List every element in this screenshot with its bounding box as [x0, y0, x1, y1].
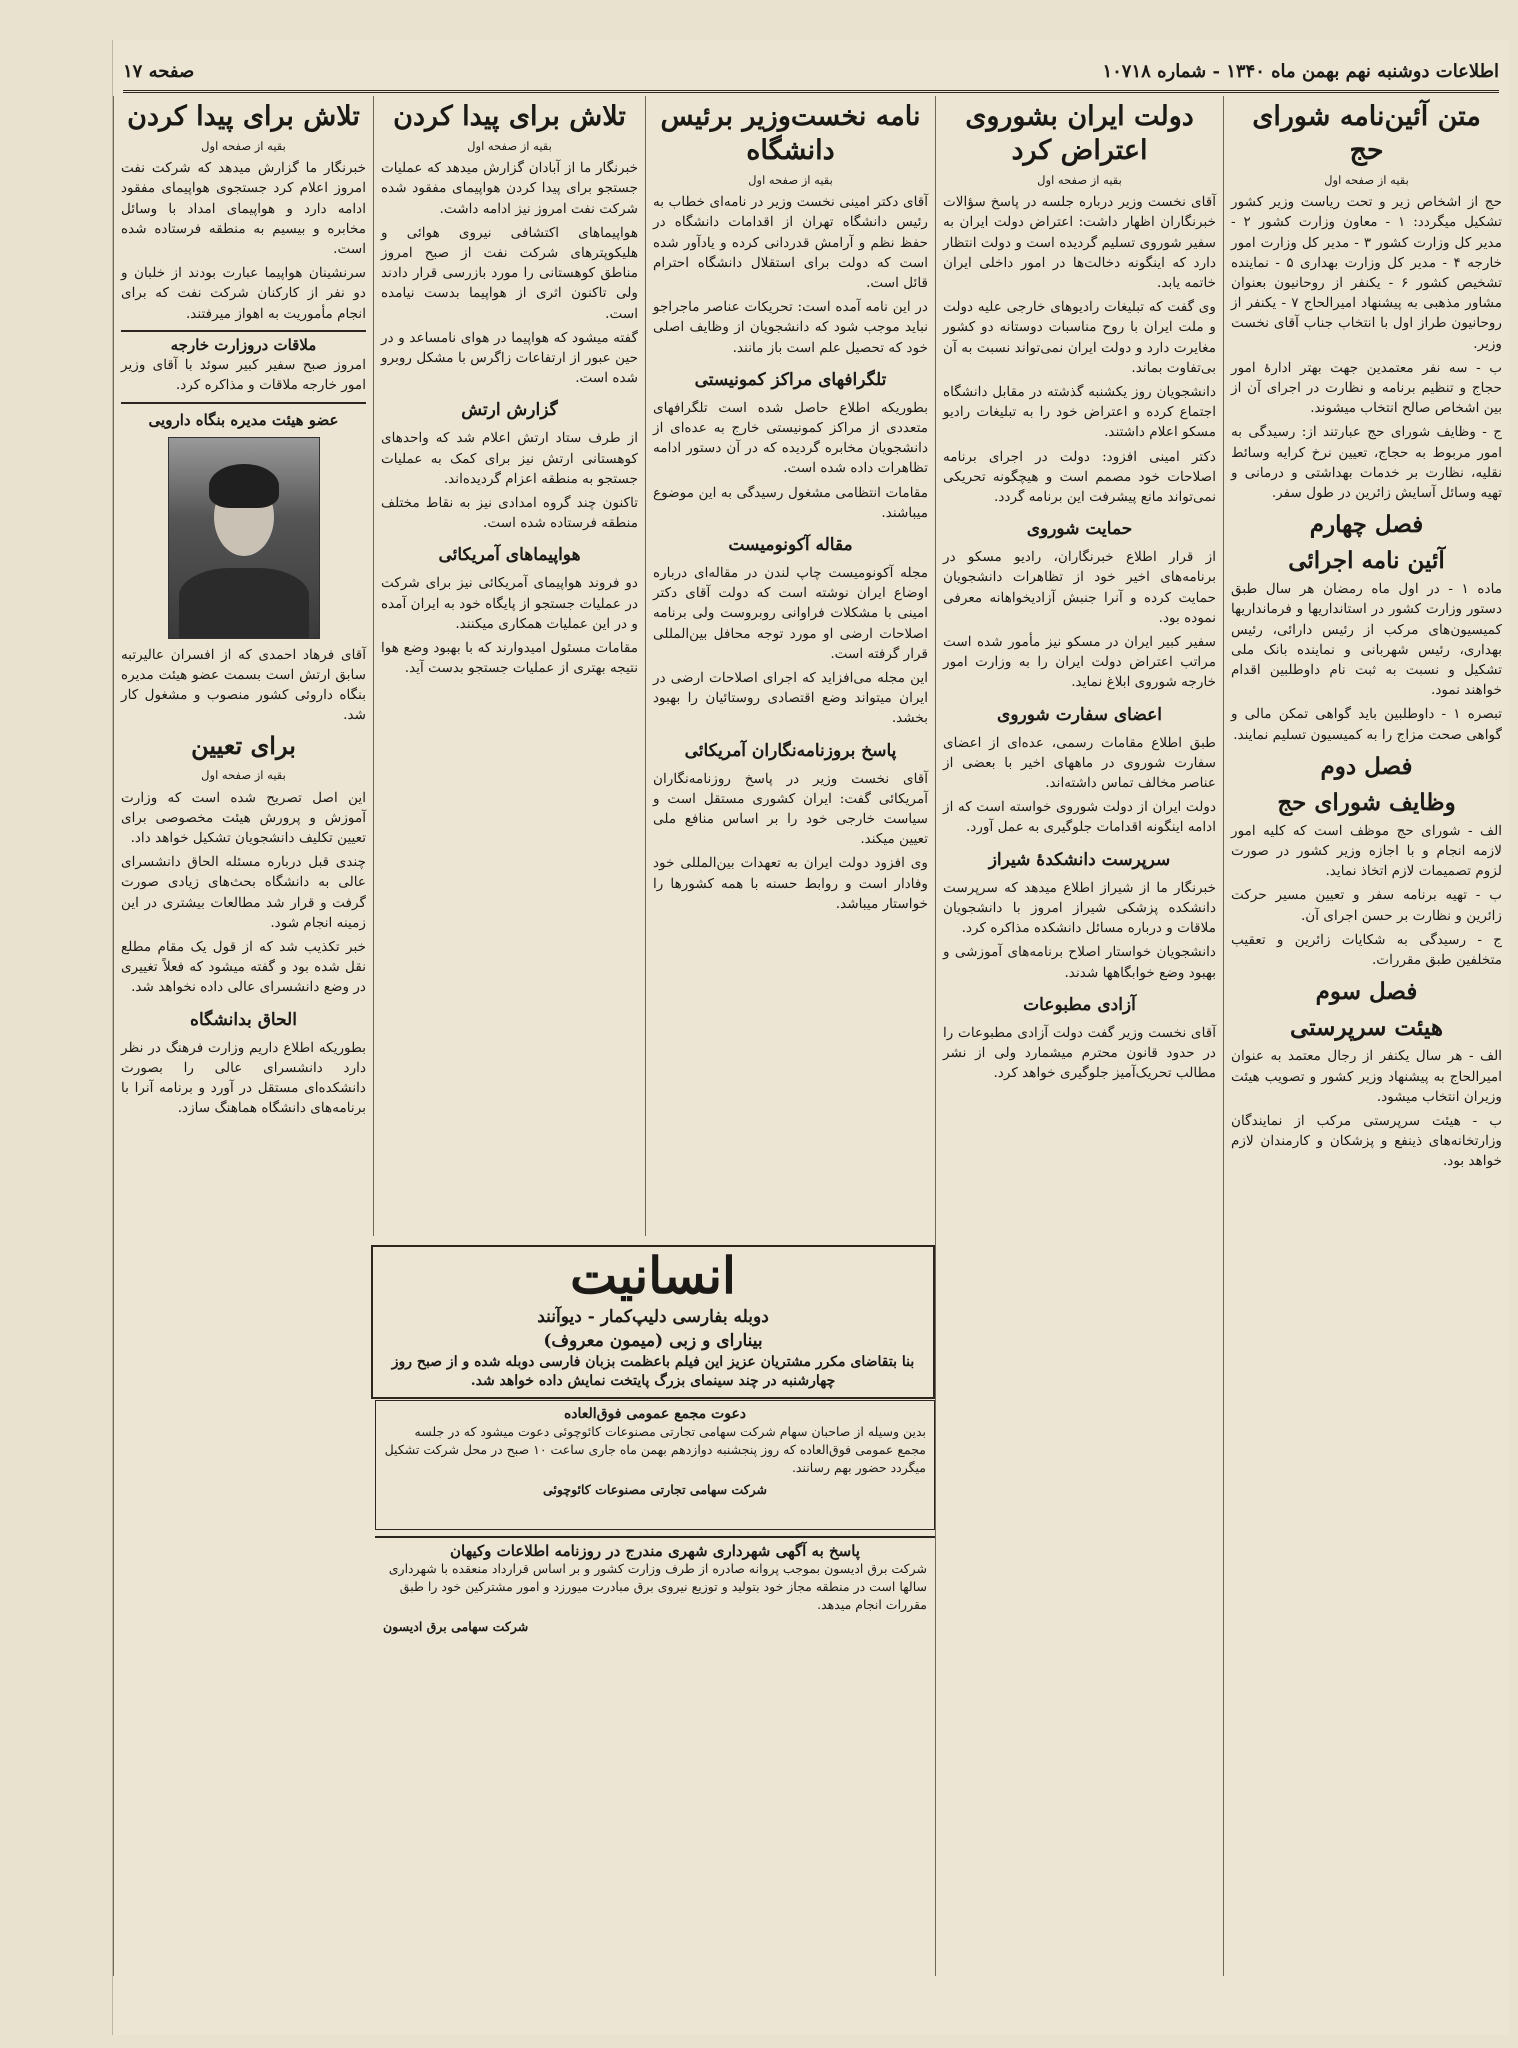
section-subheading: آئین نامه اجرائی	[1288, 547, 1445, 575]
paragraph: دولت ایران از دولت شوروی خواسته است که از ادامه اینگونه اقدامات جلوگیری به عمل آورد.	[943, 799, 1216, 836]
subheading: حمایت شوروی	[1026, 519, 1133, 540]
ad-line: بنا بتقاضای مکرر مشتریان عزیز این فیلم باعظمت بزبان فارسی دوبله شده و از صبح روز چهارشنبه در چند سینمای بزرگ پایتخت نمایش داده خواهد شد.	[391, 1354, 915, 1389]
paragraph: ب - تهیه برنامه سفر و تعیین مسیر حرکت زائرین و نظارت بر حسن اجرای آن.	[1231, 887, 1502, 924]
paragraph: آقای نخست وزیر گفت دولت آزادی مطبوعات را در حدود قانون محترم میشمارد ولی از نشر مطالب تحریک‌آمیز جلوگیری خواهد کرد.	[943, 1024, 1216, 1082]
paragraph: ج - رسیدگی به شکایات زائرین و تعقیب متخلفین طبق مقررات.	[1231, 931, 1502, 969]
paragraph: الف - شورای حج موظف است که کلیه امور لازمه انجام و با اجازه وزیر کشور در صورت لزوم تصمیمات لازم اتخاذ نماید.	[1231, 822, 1502, 880]
subheading: گزارش ارتش	[461, 400, 558, 421]
section-heading: فصل چهارم	[1309, 511, 1424, 539]
paragraph: این اصل تصریح شده است که وزارت آموزش و پرورش هیئت مخصوصی برای تعیین تکلیف دانشجویان تشکیل خواهد داد.	[121, 789, 366, 847]
paragraph: تبصره ۱ - داوطلبین باید گواهی تمکن مالی و گواهی صحت مزاج را به کمیسیون تسلیم نمایند.	[1231, 706, 1502, 743]
subheading: تلگرافهای مراکز کمونیستی	[694, 369, 887, 390]
section-subheading: هیئت سرپرستی	[1289, 1014, 1444, 1042]
paragraph: ج - وظایف شورای حج عبارتند از: رسیدگی به امور مربوط به حجاج، تعیین نرخ کرایه وسائط نقلیه، نظارت بر خدمات بهداشتی و درمانی و تهیه وسائل آسایش زائرین در طول سفر.	[1231, 424, 1502, 502]
paragraph: بطوریکه اطلاع داریم وزارت فرهنگ در نظر دارد دانشسرای عالی را بصورت دانشکده‌ای مستقل در آورد و برنامه آنرا با برنامه‌های دانشگاه هماهنگ سازد.	[121, 1039, 366, 1117]
subheading: الحاق بدانشگاه	[190, 1009, 297, 1030]
headline-search: تلاش برای پیدا کردن	[393, 101, 626, 132]
paragraph: بطوریکه اطلاع حاصل شده است تلگرافهای متعددی از مراکز کمونیستی خارج به عده‌ای از دانشجویان مخابره گردیده که در آن دستور ادامه تظاهرات داده شده است.	[653, 399, 928, 477]
paragraph: از قرار اطلاع خبرنگاران، رادیو مسکو در برنامه‌های اخیر خود از تظاهرات دانشجویان حمایت کرده و آنرا جنبش آزادیخواهانه معرفی نموده بود.	[943, 549, 1216, 626]
subheading: هواپیماهای آمریکائی	[438, 545, 581, 566]
headline-pm-letter: نامه نخست‌وزیر برئیس دانشگاه	[660, 101, 921, 166]
section-heading: فصل دوم	[1320, 752, 1413, 780]
paragraph: گفته میشود که هواپیما در هوای نامساعد و در حین عبور از ارتفاعات زاگرس با مشکل روبرو شده است.	[381, 329, 638, 387]
subheading: پاسخ بروزنامه‌نگاران آمریکائی	[684, 740, 897, 761]
paragraph: آقای نخست وزیر در پاسخ روزنامه‌نگاران آمریکائی گفت: ایران کشوری مستقل است و سیاست خارجی خود را بر اساس منافع ملی تعیین میکند.	[653, 770, 928, 848]
paragraph: حج از اشخاص زیر و تحت ریاست وزیر کشور تشکیل میگردد: ۱ - معاون وزارت کشور ۲ - مدیر کل وزارت کشور ۳ - مدیر کل وزارت امور خارجه ۴ - مدیر کل وزارت بهداری ۵ - نماینده تشخیص کشور ۶ - یکنفر از روحانیون بعنوان مشاور مذهبی به پیشنهاد امیرالحاج ۷ - یکنفر از روحانیون طراز اول با انتخاب جناب آقای نخست وزیر.	[1231, 194, 1502, 352]
paragraph: سرنشینان هواپیما عبارت بودند از خلبان و دو نفر از کارکنان شرکت نفت که برای انجام مأموریت به اهواز میرفتند.	[121, 265, 366, 322]
paragraph: هواپیماهای اکتشافی نیروی هوائی و هلیکوپترهای شرکت نفت از صبح امروز مناطق کوهستانی را مورد بازرسی قرار دادند ولی تاکنون اثری از هواپیما بدست نیامده است.	[381, 224, 638, 322]
ad-title: انسانیت	[570, 1246, 736, 1305]
box-title: ملاقات دروزارت خارجه	[170, 335, 317, 354]
paragraph: چندی قبل درباره مسئله الحاق دانشسرای عالی به دانشگاه بحث‌های زیادی صورت گرفت و قرار شد مطالعات بیشتری در این زمینه انجام شود.	[121, 854, 366, 931]
continued-label: بقیه از صفحه اول	[1037, 173, 1122, 187]
continued-label: بقیه از صفحه اول	[201, 768, 286, 783]
photo-title: عضو هیئت مدیره بنگاه دارویی	[148, 411, 339, 430]
headline-iran-protest: دولت ایران بشوروی اعتراض کرد	[965, 101, 1194, 166]
subheading: مقاله آکونومیست	[728, 535, 853, 556]
column-search	[373, 96, 645, 1236]
paragraph: دکتر امینی افزود: دولت در اجرای برنامه اصلاحات خود مصمم است و هیچگونه تحریکی نمی‌تواند مانع پیشرفت این برنامه گردد.	[943, 448, 1216, 506]
headline-hajj-council: متن آئین‌نامه شورای حج	[1252, 101, 1481, 166]
issue-info: اطلاعات دوشنبه نهم بهمن ماه ۱۳۴۰ - شماره ۱۰۷۱۸	[1102, 60, 1499, 82]
paragraph: مقامات انتظامی مشغول رسیدگی به این موضوع میباشند.	[653, 484, 928, 521]
paragraph: تاکنون چند گروه امدادی نیز به نقاط مختلف منطقه فرستاده شده است.	[381, 495, 638, 532]
paragraph: طبق اطلاع مقامات رسمی، عده‌ای از اعضای سفارت شوروی در ماههای اخیر با بعضی از عناصر مخالف تماس داشته‌اند.	[943, 734, 1216, 792]
ad-line: بینارای و زبی (میمون معروف)	[543, 1331, 763, 1351]
paragraph: مقامات مسئول امیدوارند که با بهبود وضع هوا نتیجه بهتری از عملیات جستجو بدست آید.	[381, 640, 638, 677]
meeting-notice	[375, 1400, 935, 1530]
paragraph: خبرنگار ما گزارش میدهد که شرکت نفت امروز اعلام کرد جستجوی هواپیمای مفقود ادامه دارد و هواپیمای امداد با وسائل مخابره و بیسیم به منطقه فرستاده شده است.	[121, 160, 366, 258]
newspaper-page	[112, 40, 1509, 2035]
paragraph: سفیر کبیر ایران در مسکو نیز مأمور شده است مراتب اعتراض دولت ایران را به وزارت امور خارجه شوروی ابلاغ نماید.	[943, 634, 1216, 691]
paragraph: آقای دکتر امینی نخست وزیر در نامه‌ای خطاب به رئیس دانشگاه تهران از اقدامات دانشگاه در حفظ نظم و آرامش قدردانی کرده و یادآور شده است که دولت برای استقلال دانشگاه احترام قائل است.	[653, 194, 928, 292]
column-misc	[113, 96, 373, 1976]
ad-line: دوبله بفارسی دلیپ‌کمار - دیوآنند	[537, 1307, 769, 1327]
section-subheading: وظایف شورای حج	[1277, 788, 1456, 816]
page-header	[123, 52, 1499, 93]
paragraph: خبرنگار ما از آبادان گزارش میدهد که عملیات جستجو برای پیدا کردن هواپیمای مفقود شده شرکت نفت امروز نیز ادامه داشت.	[381, 160, 638, 217]
foreign-ministry-box	[121, 330, 366, 405]
paragraph: ماده ۱ - در اول ماه رمضان هر سال طبق دستور وزارت کشور در استانداریها و فرمانداریها کمیسیون‌های مرکب از رئیس دارائی، رئیس بهداری، رئیس شهربانی و نماینده بانک ملی تشکیل و نسبت به ثبت نام داوطلبین اقدام خواهند نمود.	[1231, 581, 1502, 699]
foot-text: شرکت برق ادیسون بموجب پروانه صادره از طرف وزارت کشور و بر اساس قرارداد منعقده با شهرداری سالها است در منطقه مجاز خود بتولید و توزیع نیروی برق مبادرت میورزد و امور مشترکین خود را طبق مقررات انجام میدهد.	[388, 1561, 927, 1612]
photo-caption: آقای فرهاد احمدی که از افسران عالیرتبه سابق ارتش است بسمت عضو هیئت مدیره بنگاه داروئی کشور منصوب و مشغول کار شد.	[121, 646, 366, 724]
box-text: امروز صبح سفیر کبیر سوئد با آقای وزیر امور خارجه ملاقات و مذاکره کرد.	[121, 357, 366, 394]
subheading: سرپرست دانشکدهٔ شیراز	[988, 849, 1171, 870]
notice-title: دعوت مجمع عمومی فوق‌العاده	[563, 1406, 747, 1422]
foot-title: پاسخ به آگهی شهرداری شهری مندرج در روزنامه اطلاعات وکیهان	[450, 1542, 860, 1560]
paragraph: ب - هیئت سرپرستی مرکب از نمایندگان وزارتخانه‌های ذینفع و پزشکان و کارمندان لازم خواهد بود.	[1231, 1112, 1502, 1170]
paragraph: دو فروند هواپیمای آمریکائی نیز برای شرکت در عملیات جستجو از پایگاه خود به ایران آمده و در این عملیات همکاری میکنند.	[381, 575, 638, 632]
film-advertisement	[371, 1245, 935, 1399]
paragraph: دانشجویان روز یکشنبه گذشته در مقابل دانشگاه اجتماع کرده و اعتراض خود را به تبلیغات رادیو مسکو اعلام داشتند.	[943, 384, 1216, 441]
continued-label: بقیه از صفحه اول	[748, 173, 833, 187]
paragraph: این مجله می‌افزاید که اجرای اصلاحات ارضی در ایران میتواند وضع اقتصادی روستائیان را بهبود بخشد.	[653, 670, 928, 727]
column-hajj-council	[1223, 96, 1509, 1976]
column-pm-letter	[645, 96, 935, 1236]
paragraph: ب - سه نفر معتمدین جهت بهتر ادارهٔ امور حجاج و تنظیم برنامه و نظارت در اجرای آن از بین اشخاص صالح انتخاب میشوند.	[1231, 359, 1502, 417]
subheading: آزادی مطبوعات	[1023, 994, 1136, 1015]
notice-text: بدین وسیله از صاحبان سهام شرکت سهامی تجارتی مصنوعات کائوچوئی دعوت میشود که در جلسه مجمع عمومی فوق‌العاده که روز پنجشنبه دوازدهم بهمن ماه جاری ساعت ۱۰ صبح در محل شرکت تشکیل میگردد حضور بهم رسانند.	[384, 1424, 926, 1475]
continued-label: بقیه از صفحه اول	[201, 139, 286, 153]
page-number: صفحه ۱۷	[123, 60, 195, 82]
headline-appointment: برای تعیین	[191, 731, 296, 761]
subheading: اعضای سفارت شوروی	[997, 704, 1162, 725]
paragraph: وی افزود دولت ایران به تعهدات بین‌المللی خود وفادار است و روابط حسنه با همه کشورها را خواستار میباشد.	[653, 855, 928, 912]
paragraph: الف - هر سال یکنفر از رجال معتمد به عنوان امیرالحاج به پیشنهاد وزیر کشور و تصویب هیئت وزیران انتخاب میشود.	[1231, 1048, 1502, 1105]
paragraph: خبر تکذیب شد که از قول یک مقام مطلع نقل شده بود و گفته میشود که فعلاً تغییری در وضع دانشسرای عالی داده نخواهد شد.	[121, 939, 366, 996]
continued-label: بقیه از صفحه اول	[467, 139, 552, 153]
paragraph: دانشجویان خواستار اصلاح برنامه‌های آموزشی و بهبود وضع خوابگاهها شدند.	[943, 944, 1216, 981]
paragraph: وی گفت که تبلیغات رادیوهای خارجی علیه دولت و ملت ایران با روح مناسبات دوستانه دو کشور مغایرت دارد و دولت ایران نمی‌تواند نسبت به آن بی‌تفاوت بماند.	[943, 299, 1216, 376]
paragraph: در این نامه آمده است: تحریکات عناصر ماجراجو نباید موجب شود که دانشجویان از وظایف اصلی خود که تحصیل علم است باز مانند.	[653, 299, 928, 356]
paragraph: آقای نخست وزیر درباره جلسه در پاسخ سؤالات خبرنگاران اظهار داشت: اعتراض دولت ایران به سفیر شوروی تسلیم گردیده است و دولت انتظار دارد که اینگونه دخالت‌ها در امور داخلی ایران خاتمه یابد.	[943, 194, 1216, 292]
headline-misc: تلاش برای پیدا کردن	[127, 101, 360, 132]
paragraph: مجله آکونومیست چاپ لندن در مقاله‌ای درباره اوضاع ایران نوشته است که دولت آقای دکتر امینی با مشکلات فراوانی روبروست ولی برنامه اصلاحات ارضی او مورد توجه محافل بین‌المللی قرار گرفته است.	[653, 565, 928, 662]
section-heading: فصل سوم	[1315, 978, 1418, 1006]
notice-sign: شرکت سهامی تجارتی مصنوعات کائوچوئی	[542, 1482, 768, 1497]
foot-sign: شرکت سهامی برق ادیسون	[383, 1619, 529, 1634]
paragraph: خبرنگار ما از شیراز اطلاع میدهد که سرپرست دانشکده پزشکی شیراز امروز با دانشجویان ملاقات و درباره مسائل دانشکده مذاکره کرد.	[943, 879, 1216, 937]
continued-label: بقیه از صفحه اول	[1324, 173, 1409, 187]
column-iran-protest	[935, 96, 1223, 1976]
electric-company-notice	[375, 1536, 935, 1656]
paragraph: از طرف ستاد ارتش اعلام شد که واحدهای کوهستانی ارتش نیز برای کمک به عملیات جستجو به منطقه اعزام گردیده‌اند.	[381, 430, 638, 487]
portrait-photo	[168, 437, 320, 639]
